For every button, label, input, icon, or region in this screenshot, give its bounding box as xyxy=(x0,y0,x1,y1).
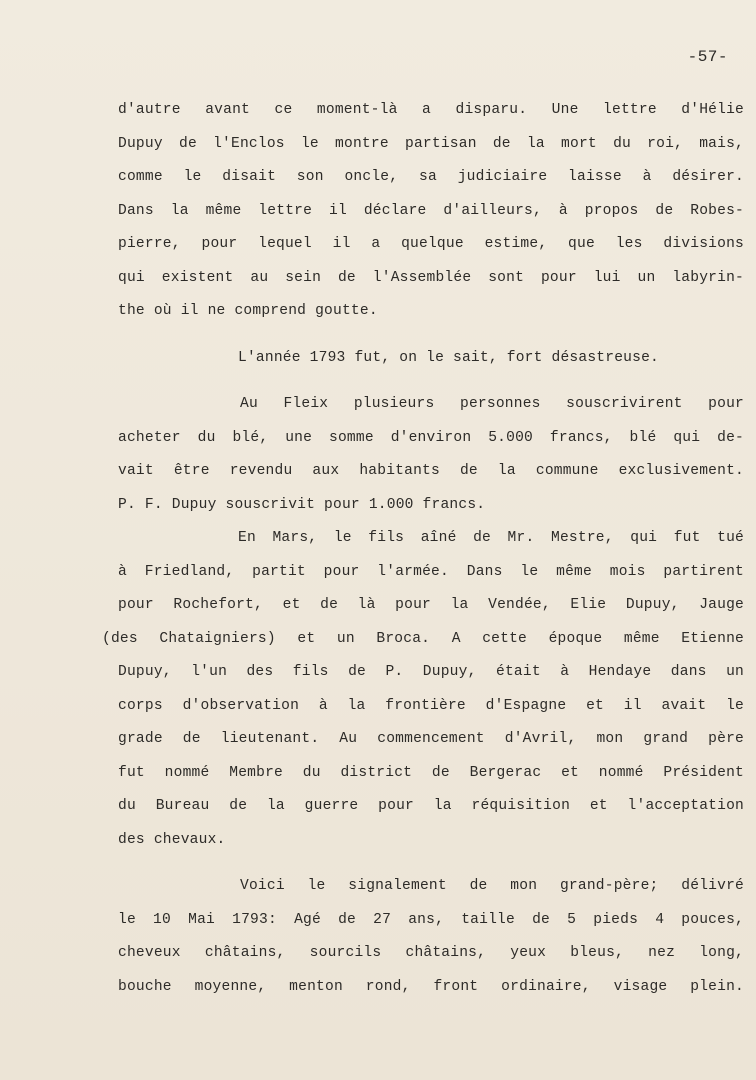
text-line: fut nommé Membre du district de Bergerac et nommé Président xyxy=(118,764,744,781)
paragraph-3 xyxy=(118,388,744,522)
paragraph-2 xyxy=(118,342,744,376)
text-line: grade de lieutenant. Au commencement d'Avril, mon grand père xyxy=(118,731,744,747)
paragraph-5 xyxy=(118,870,744,1004)
text-line: Au Fleix plusieurs personnes souscrivirent pour xyxy=(240,396,744,412)
text-line: vait être revendu aux habitants de la commune exclusivement. xyxy=(118,463,744,479)
document-body xyxy=(102,94,744,1004)
text-line: bouche moyenne, menton rond, front ordinaire, visage plein. xyxy=(118,978,744,995)
text-line: Dupuy de l'Enclos le montre partisan de la mort du roi, mais, xyxy=(118,135,744,152)
text-line: corps d'observation à la frontière d'Espagne et il avait le xyxy=(118,697,744,714)
paragraph-1 xyxy=(118,94,744,329)
text-line: des chevaux. xyxy=(118,831,226,848)
text-line: pour Rochefort, et de là pour la Vendée, Elie Dupuy, Jauge xyxy=(118,597,744,613)
text-line: (des Chataigniers) et un Broca. A cette époque même Etienne xyxy=(102,630,744,647)
text-line: à Friedland, partit pour l'armée. Dans le même mois partirent xyxy=(118,563,744,580)
text-line: cheveux châtains, sourcils châtains, yeux bleus, nez long, xyxy=(118,945,744,961)
text-line: L'année 1793 fut, on le sait, fort désastreuse. xyxy=(238,349,660,366)
text-line: du Bureau de la guerre pour la réquisition et l'acceptation xyxy=(118,798,744,814)
text-line: Dupuy, l'un des fils de P. Dupuy, était à Hendaye dans un xyxy=(118,664,744,680)
text-line: pierre, pour lequel il a quelque estime, que les divisions xyxy=(118,236,744,252)
text-line: acheter du blé, une somme d'environ 5.000 francs, blé qui de- xyxy=(118,429,744,446)
text-line: En Mars, le fils aîné de Mr. Mestre, qui fut tué xyxy=(238,530,744,546)
text-line: P. F. Dupuy souscrivit pour 1.000 francs. xyxy=(118,496,486,513)
text-line: the où il ne comprend goutte. xyxy=(118,303,378,319)
paragraph-4 xyxy=(102,522,744,857)
text-line: d'autre avant ce moment-là a disparu. Une lettre d'Hélie xyxy=(118,102,744,118)
text-line: le 10 Mai 1793: Agé de 27 ans, taille de 5 pieds 4 pouces, xyxy=(118,911,744,928)
text-line: Voici le signalement de mon grand-père; délivré xyxy=(240,878,744,894)
page-number: -57- xyxy=(687,48,728,66)
text-line: comme le disait son oncle, sa judiciaire laisse à désirer. xyxy=(118,169,744,185)
text-line: qui existent au sein de l'Assemblée sont pour lui un labyrin- xyxy=(118,269,744,286)
text-line: Dans la même lettre il déclare d'ailleurs, à propos de Robes- xyxy=(118,202,744,219)
